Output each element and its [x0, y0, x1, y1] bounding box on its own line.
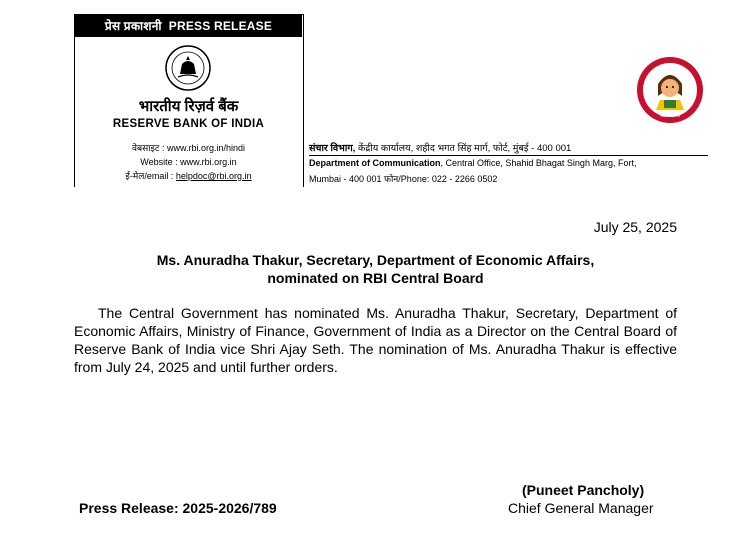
- department-address-phone: Mumbai - 400 001 फोन/Phone: 022 - 2266 0502: [309, 174, 498, 184]
- department-english-bold: Department of Communication: [309, 158, 441, 168]
- title-line-2: nominated on RBI Central Board: [267, 270, 484, 286]
- body-paragraph: The Central Government has nominated Ms. Anuradha Thakur, Secretary, Department of Economic Affairs, Ministry of Finance, Government of India as a Director on the Central Board of Reserve Bank of India vice Shri Ajay Seth. The nomination of Ms. Anuradha Thakur is effective from July 24, 2025 and until further orders.: [74, 305, 677, 375]
- department-hindi-rest: केंद्रीय कार्यालय, शहीद भगत सिंह मार्ग, फोर्ट, मुंबई - 400 001: [355, 143, 572, 154]
- logo-top-text: बेटी बचाओ: [659, 65, 681, 71]
- email-separator: :: [170, 171, 174, 181]
- press-release-title: [74, 251, 677, 287]
- email-line: [75, 169, 302, 183]
- website-hindi-link[interactable]: : www.rbi.org.in/hindi: [161, 143, 246, 153]
- signer-designation: Chief General Manager: [508, 500, 654, 516]
- rbi-seal-icon: [164, 44, 212, 92]
- logo-bottom-text: बेटी पढ़ाओ: [659, 113, 681, 119]
- department-hindi: [309, 141, 571, 154]
- website-link[interactable]: : www.rbi.org.in: [175, 157, 237, 167]
- beti-bachao-logo-icon: [636, 56, 704, 124]
- band-hindi: प्रेस प्रकाशनी: [104, 19, 162, 33]
- department-hindi-bold: संचार विभाग,: [309, 143, 356, 154]
- release-date: July 25, 2025: [593, 219, 677, 235]
- email-link[interactable]: helpdoc@rbi.org.in: [175, 171, 252, 181]
- contact-block: [75, 141, 302, 183]
- band-english: PRESS RELEASE: [168, 19, 273, 33]
- press-release-number: Press Release: 2025-2026/789: [79, 500, 277, 516]
- department-english: [309, 158, 636, 168]
- header-divider: [309, 155, 708, 156]
- signer-name: (Puneet Pancholy): [522, 482, 645, 498]
- bank-name-english: RESERVE BANK OF INDIA: [112, 118, 265, 130]
- email-label: ई-मेल/email: [125, 171, 169, 181]
- title-line-1: Ms. Anuradha Thakur, Secretary, Department of Economic Affairs,: [156, 252, 595, 268]
- website-hindi-line: [75, 141, 302, 155]
- bank-name-hindi: भारतीय रिज़र्व बैंक: [138, 98, 239, 115]
- website-hindi-label: वेबसाइट: [131, 143, 160, 153]
- department-english-rest: , Central Office, Shahid Bhagat Singh Marg, Fort,: [440, 158, 637, 168]
- website-line: [75, 155, 302, 169]
- website-label: Website: [140, 157, 173, 167]
- press-release-band: [75, 15, 302, 37]
